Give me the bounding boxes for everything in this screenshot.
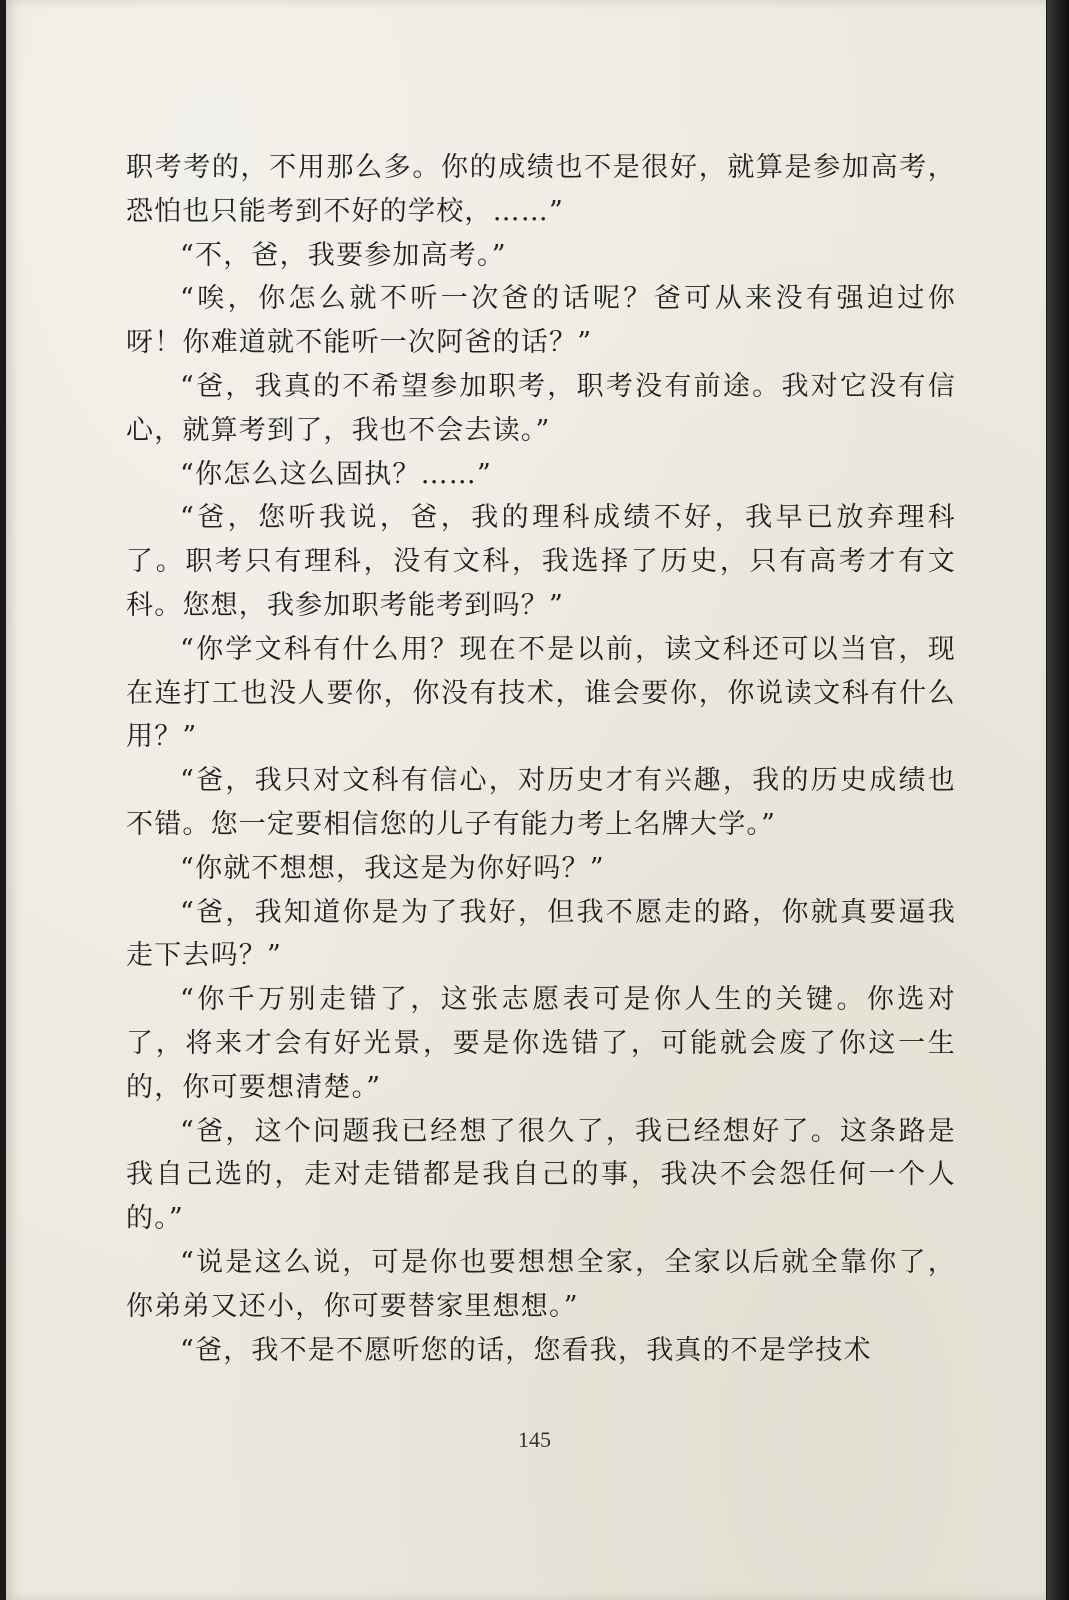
paragraph: “你就不想想，我这是为你好吗？” — [180, 852, 605, 884]
paragraph: “不，爸，我要参加高考。” — [180, 239, 507, 271]
page-number: 145 — [518, 1427, 551, 1452]
scan-edge-shadow — [1047, 0, 1069, 1600]
book-page — [6, 0, 1046, 1600]
paragraph: “你学文科有什么用？现在不是以前，读文科还可以当官，现在连打工也没人要你，你没有技术，谁会要你，你说读文科有什么用？” — [126, 633, 956, 753]
paragraph: “你怎么这么固执？……” — [180, 458, 493, 490]
paragraph: “说是这么说，可是你也要想想全家，全家以后就全靠你了，你弟弟又还小，你可要替家里想想。” — [126, 1246, 956, 1322]
body-text — [126, 146, 956, 1372]
paragraph: “爸，这个问题我已经想了很久了，我已经想好了。这条路是我自己选的，走对走错都是我自己的事，我决不会怨任何一个人的。” — [126, 1115, 956, 1235]
paragraph: “唉，你怎么就不听一次爸的话呢？爸可从来没有强迫过你呀！你难道就不能听一次阿爸的话？” — [126, 283, 956, 359]
paragraph: “爸，您听我说，爸，我的理科成绩不好，我早已放弃理科了。职考只有理科，没有文科，我选择了历史，只有高考才有文科。您想，我参加职考能考到吗？” — [126, 502, 956, 621]
paragraph: “爸，我真的不希望参加职考，职考没有前途。我对它没有信心，就算考到了，我也不会去读。” — [126, 370, 956, 446]
paragraph: “爸，我只对文科有信心，对历史才有兴趣，我的历史成绩也不错。您一定要相信您的儿子有能力考上名牌大学。” — [126, 765, 956, 840]
paragraph: “爸，我不是不愿听您的话，您看我，我真的不是学技术 — [180, 1334, 872, 1366]
paragraph: 职考考的，不用那么多。你的成绩也不是很好，就算是参加高考，恐怕也只能考到不好的学校，……” — [126, 152, 956, 227]
paragraph: “你千万别走错了，这张志愿表可是你人生的关键。你选对了，将来才会有好光景，要是你选错了，可能就会废了你这一生的，你可要想清楚。” — [126, 984, 956, 1103]
paragraph: “爸，我知道你是为了我好，但我不愿走的路，你就真要逼我走下去吗？” — [126, 896, 956, 972]
